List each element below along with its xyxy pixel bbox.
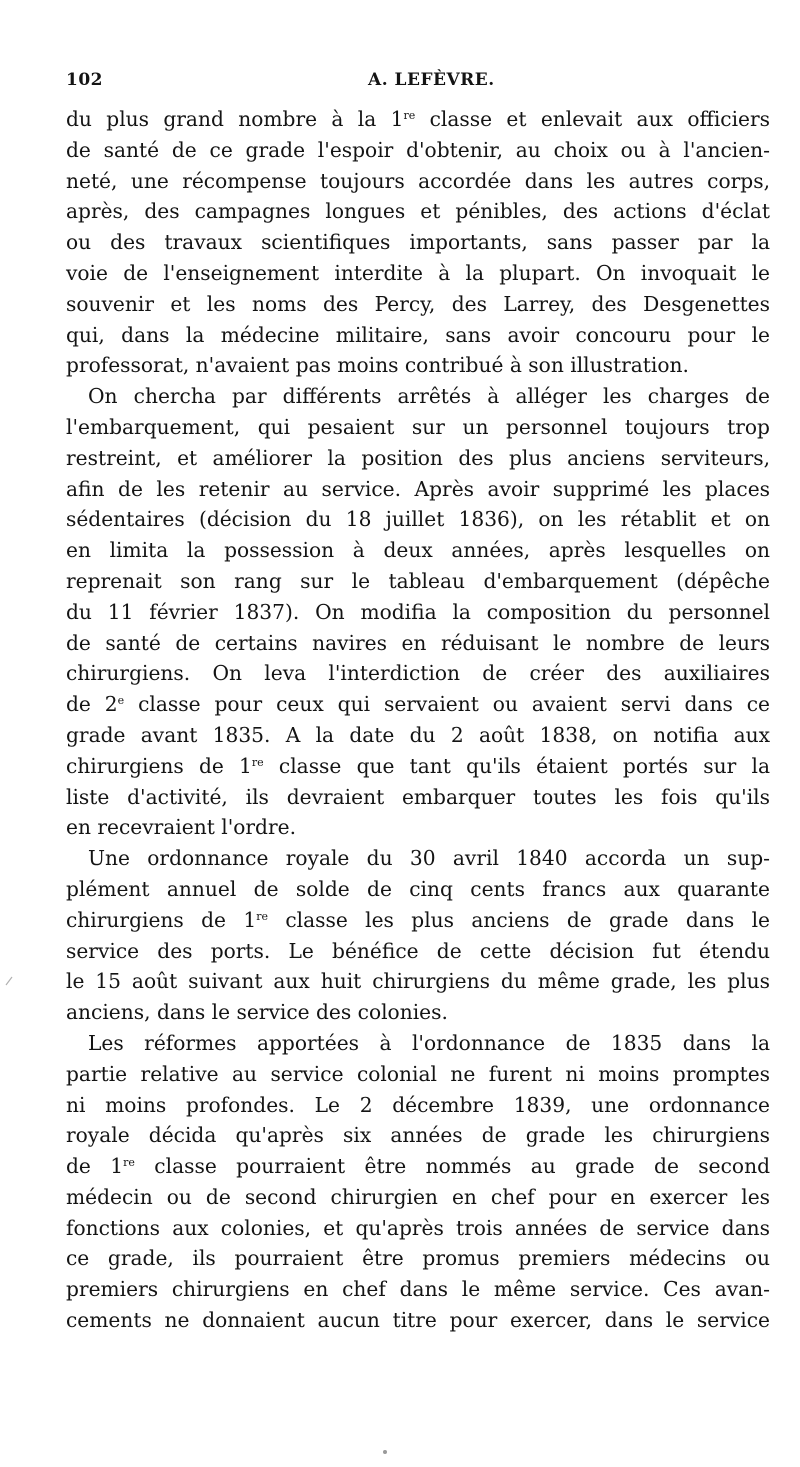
text-segment: classe pourraient être nommés au grade de second <box>134 1154 770 1179</box>
text-segment: de santé de certains navires en réduisant le nombre de leurs <box>66 630 770 655</box>
text-line <box>66 1213 770 1244</box>
text-line <box>66 258 770 289</box>
text-segment: classe que tant qu'ils étaient portés sur la <box>263 753 770 778</box>
scan-speck <box>383 1450 387 1454</box>
text-line <box>66 350 770 381</box>
superscript: e <box>117 694 125 708</box>
text-segment: partie relative au service colonial ne furent ni moins promptes <box>66 1061 770 1086</box>
superscript: re <box>251 755 264 769</box>
text-line <box>66 782 770 813</box>
text-segment: l'embarquement, qui pesaient sur un personnel toujours trop <box>66 414 770 439</box>
text-line <box>66 535 770 566</box>
text-line <box>66 381 770 412</box>
text-line <box>66 104 770 135</box>
text-segment: premiers chirurgiens en chef dans le même service. Ces avan- <box>66 1277 770 1302</box>
text-segment: Une ordonnance royale du 30 avril 1840 accorda un sup- <box>88 846 770 871</box>
page-number: 102 <box>66 70 103 90</box>
text-segment: chirurgiens. On leva l'interdiction de créer des auxiliaires <box>66 661 770 686</box>
text-line <box>66 689 770 720</box>
text-line <box>66 412 770 443</box>
text-segment: afin de les retenir au service. Après avoir supprimé les places <box>66 476 770 501</box>
text-segment: liste d'activité, ils devraient embarquer toutes les fois qu'ils <box>66 784 770 809</box>
text-line <box>66 1059 770 1090</box>
text-line <box>66 196 770 227</box>
text-segment: médecin ou de second chirurgien en chef pour en exercer les <box>66 1184 770 1209</box>
superscript: re <box>403 109 416 122</box>
text-line <box>66 997 770 1028</box>
text-segment: de santé de ce grade l'espoir d'obtenir, au choix ou à l'ancien- <box>66 137 770 162</box>
text-segment: après, des campagnes longues et pénibles, des actions d'éclat <box>66 199 770 224</box>
text-line <box>66 1305 770 1336</box>
text-segment: anciens, dans le service des colonies. <box>66 1000 448 1025</box>
text-segment: restreint, et améliorer la position des plus anciens serviteurs, <box>66 445 770 470</box>
text-segment: chirurgiens de 1 <box>66 753 252 778</box>
text-line <box>66 566 770 597</box>
text-line <box>66 597 770 628</box>
text-segment: souvenir et les noms des Percy, des Larrey, des Desgenettes <box>66 291 770 316</box>
text-segment: ou des travaux scientifiques importants, sans passer par la <box>66 230 770 255</box>
text-line <box>66 936 770 967</box>
text-line <box>66 812 770 843</box>
text-line <box>66 166 770 197</box>
text-line <box>66 289 770 320</box>
text-segment: classe et enlevait aux officiers <box>415 107 770 131</box>
text-segment: plément annuel de solde de cinq cents francs aux quarante <box>66 876 770 901</box>
text-line <box>66 1243 770 1274</box>
text-line <box>66 320 770 351</box>
text-segment: qui, dans la médecine militaire, sans avoir concouru pour le <box>66 322 770 347</box>
text-segment: fonctions aux colonies, et qu'après trois années de service dans <box>66 1215 770 1240</box>
text-line <box>66 843 770 874</box>
text-line <box>66 135 770 166</box>
running-head-author: A. LEFÈVRE. <box>368 70 495 90</box>
text-segment: cements ne donnaient aucun titre pour exercer, dans le service <box>66 1308 770 1333</box>
superscript: re <box>256 909 268 923</box>
text-segment: de 1 <box>66 1154 124 1179</box>
text-line <box>66 1182 770 1213</box>
text-line <box>66 1274 770 1305</box>
text-line <box>66 751 770 782</box>
text-segment: du 11 février 1837). On modifia la composition du personnel <box>66 599 770 624</box>
text-segment: reprenait son rang sur le tableau d'embarquement (dépêche <box>66 568 770 593</box>
text-segment: professorat, n'avaient pas moins contribué à son illustration. <box>66 353 689 378</box>
text-segment: On chercha par différents arrêtés à alléger les charges de <box>88 384 770 409</box>
text-line <box>66 474 770 505</box>
superscript: re <box>123 1156 135 1170</box>
text-segment: classe les plus anciens de grade dans le <box>267 907 770 932</box>
text-line <box>66 1028 770 1059</box>
text-line <box>66 658 770 689</box>
text-segment: Les réformes apportées à l'ordonnance de 1835 dans la <box>88 1030 770 1055</box>
text-line <box>66 966 770 997</box>
text-segment: royale décida qu'après six années de grade les chirurgiens <box>66 1123 770 1148</box>
text-line <box>66 1090 770 1121</box>
text-line <box>66 443 770 474</box>
text-segment: du plus grand nombre à la 1 <box>66 107 404 131</box>
text-segment: service des ports. Le bénéfice de cette décision fut étendu <box>66 938 770 963</box>
text-line <box>66 720 770 751</box>
text-line <box>66 1151 770 1182</box>
text-segment: neté, une récompense toujours accordée dans les autres corps, <box>66 168 770 193</box>
text-line <box>66 874 770 905</box>
text-segment: en recevraient l'ordre. <box>66 815 296 840</box>
text-segment: ce grade, ils pourraient être promus premiers médecins ou <box>66 1246 770 1271</box>
text-segment: en limita la possession à deux années, après lesquelles on <box>66 538 770 563</box>
text-segment: chirurgiens de 1 <box>66 907 257 932</box>
body-text <box>66 104 770 1336</box>
scan-speck <box>6 977 12 985</box>
text-line <box>66 1120 770 1151</box>
text-segment: de 2 <box>66 692 118 717</box>
book-page <box>66 70 770 1336</box>
text-line <box>66 905 770 936</box>
running-head <box>66 70 770 100</box>
text-segment: voie de l'enseignement interdite à la plupart. On invoquait le <box>66 260 770 285</box>
text-segment: grade avant 1835. A la date du 2 août 1838, on notifia aux <box>66 722 770 747</box>
text-segment: sédentaires (décision du 18 juillet 1836), on les rétablit et on <box>66 507 770 532</box>
text-segment: le 15 août suivant aux huit chirurgiens du même grade, les plus <box>66 969 770 994</box>
text-segment: ni moins profondes. Le 2 décembre 1839, une ordonnance <box>66 1092 770 1117</box>
text-segment: classe pour ceux qui servaient ou avaient servi dans ce <box>124 692 770 717</box>
text-line <box>66 504 770 535</box>
text-line <box>66 628 770 659</box>
text-line <box>66 227 770 258</box>
